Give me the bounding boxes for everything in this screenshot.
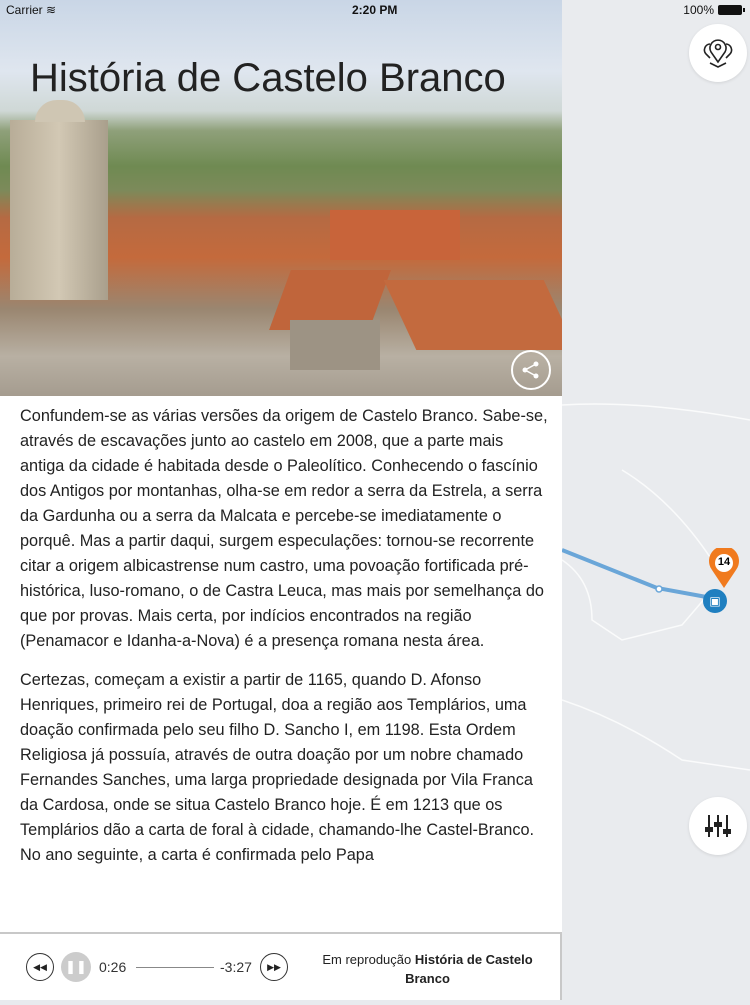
now-playing-title: História de Castelo Branco xyxy=(405,952,533,986)
battery-icon xyxy=(718,5,742,15)
forward-icon: ▶▶ xyxy=(267,961,281,972)
map-pins-button[interactable] xyxy=(689,24,747,82)
wifi-icon: ≋ xyxy=(46,3,57,17)
marker-number: 14 xyxy=(717,556,731,568)
hero-image xyxy=(0,0,562,396)
status-bar xyxy=(0,0,750,20)
progress-slider[interactable] xyxy=(136,967,214,968)
share-button[interactable] xyxy=(511,350,551,390)
poi-marker[interactable] xyxy=(708,548,740,588)
rewind-button[interactable] xyxy=(26,953,54,981)
route-line xyxy=(562,550,712,598)
share-icon xyxy=(521,360,541,380)
clock: 2:20 PM xyxy=(352,3,398,17)
bus-icon[interactable]: ▣ xyxy=(703,589,727,613)
elapsed-time: 0:26 xyxy=(99,959,127,975)
article-body[interactable] xyxy=(20,404,552,882)
forward-button[interactable] xyxy=(260,953,288,981)
pause-button[interactable] xyxy=(61,952,91,982)
map-pins-icon xyxy=(701,36,735,70)
audio-player xyxy=(0,932,562,1000)
sliders-icon xyxy=(703,813,733,839)
filter-button[interactable] xyxy=(689,797,747,855)
now-playing xyxy=(300,950,555,988)
map-view[interactable] xyxy=(562,0,750,1000)
now-playing-label: Em reprodução xyxy=(322,952,412,967)
pause-icon: ❚❚ xyxy=(65,959,87,974)
remaining-time: -3:27 xyxy=(220,959,252,975)
paragraph: Confundem-se as várias versões da origem de Castelo Branco. Sabe-se, através de escavações junto ao castelo em 2008, que a parte mais antiga da cidade é habitada desde o Paleolítico. Conhecendo o fascínio dos Antigos por montanhas, olha-se em redor a serra da Estrela, a serra da Gardunha ou a serra da Malcata e percebe-se imediatamente o porquê. Mas a partir daqui, surgem especulações: tornou-se recorrente citar a origem albicastrense num castro, uma povoação fortificada pré-histórica, luso-romano, o de Castra Leuca, mas mais por semelhança do que por provas. Mais certa, por indícios encontrados na região (Penamacor e Idanha-a-Nova) é a presença romana nesta área. xyxy=(20,407,548,650)
page-title: História de Castelo Branco xyxy=(30,56,506,100)
carrier: Carrier ≋ xyxy=(6,3,57,17)
battery: 100% xyxy=(683,3,742,17)
paragraph: Certezas, começam a existir a partir de 1165, quando D. Afonso Henriques, primeiro rei de Portugal, doa a região aos Templários, uma doação confirmada pelo seu filho D. Sancho I, em 1198. Esta Ordem Religiosa já possuía, através de outra doação por um nobre chamado Fernandes Sanches, uma larga propriedade designada por Vila Franca da Cardosa, onde se situa Castelo Branco hoje. É em 1213 que os Templários dão a carta de foral à cidade, chamando-lhe Castel-Branco. No ano seguinte, a carta é confirmada pelo Papa xyxy=(20,671,535,864)
rewind-icon: ◀◀ xyxy=(33,961,47,972)
